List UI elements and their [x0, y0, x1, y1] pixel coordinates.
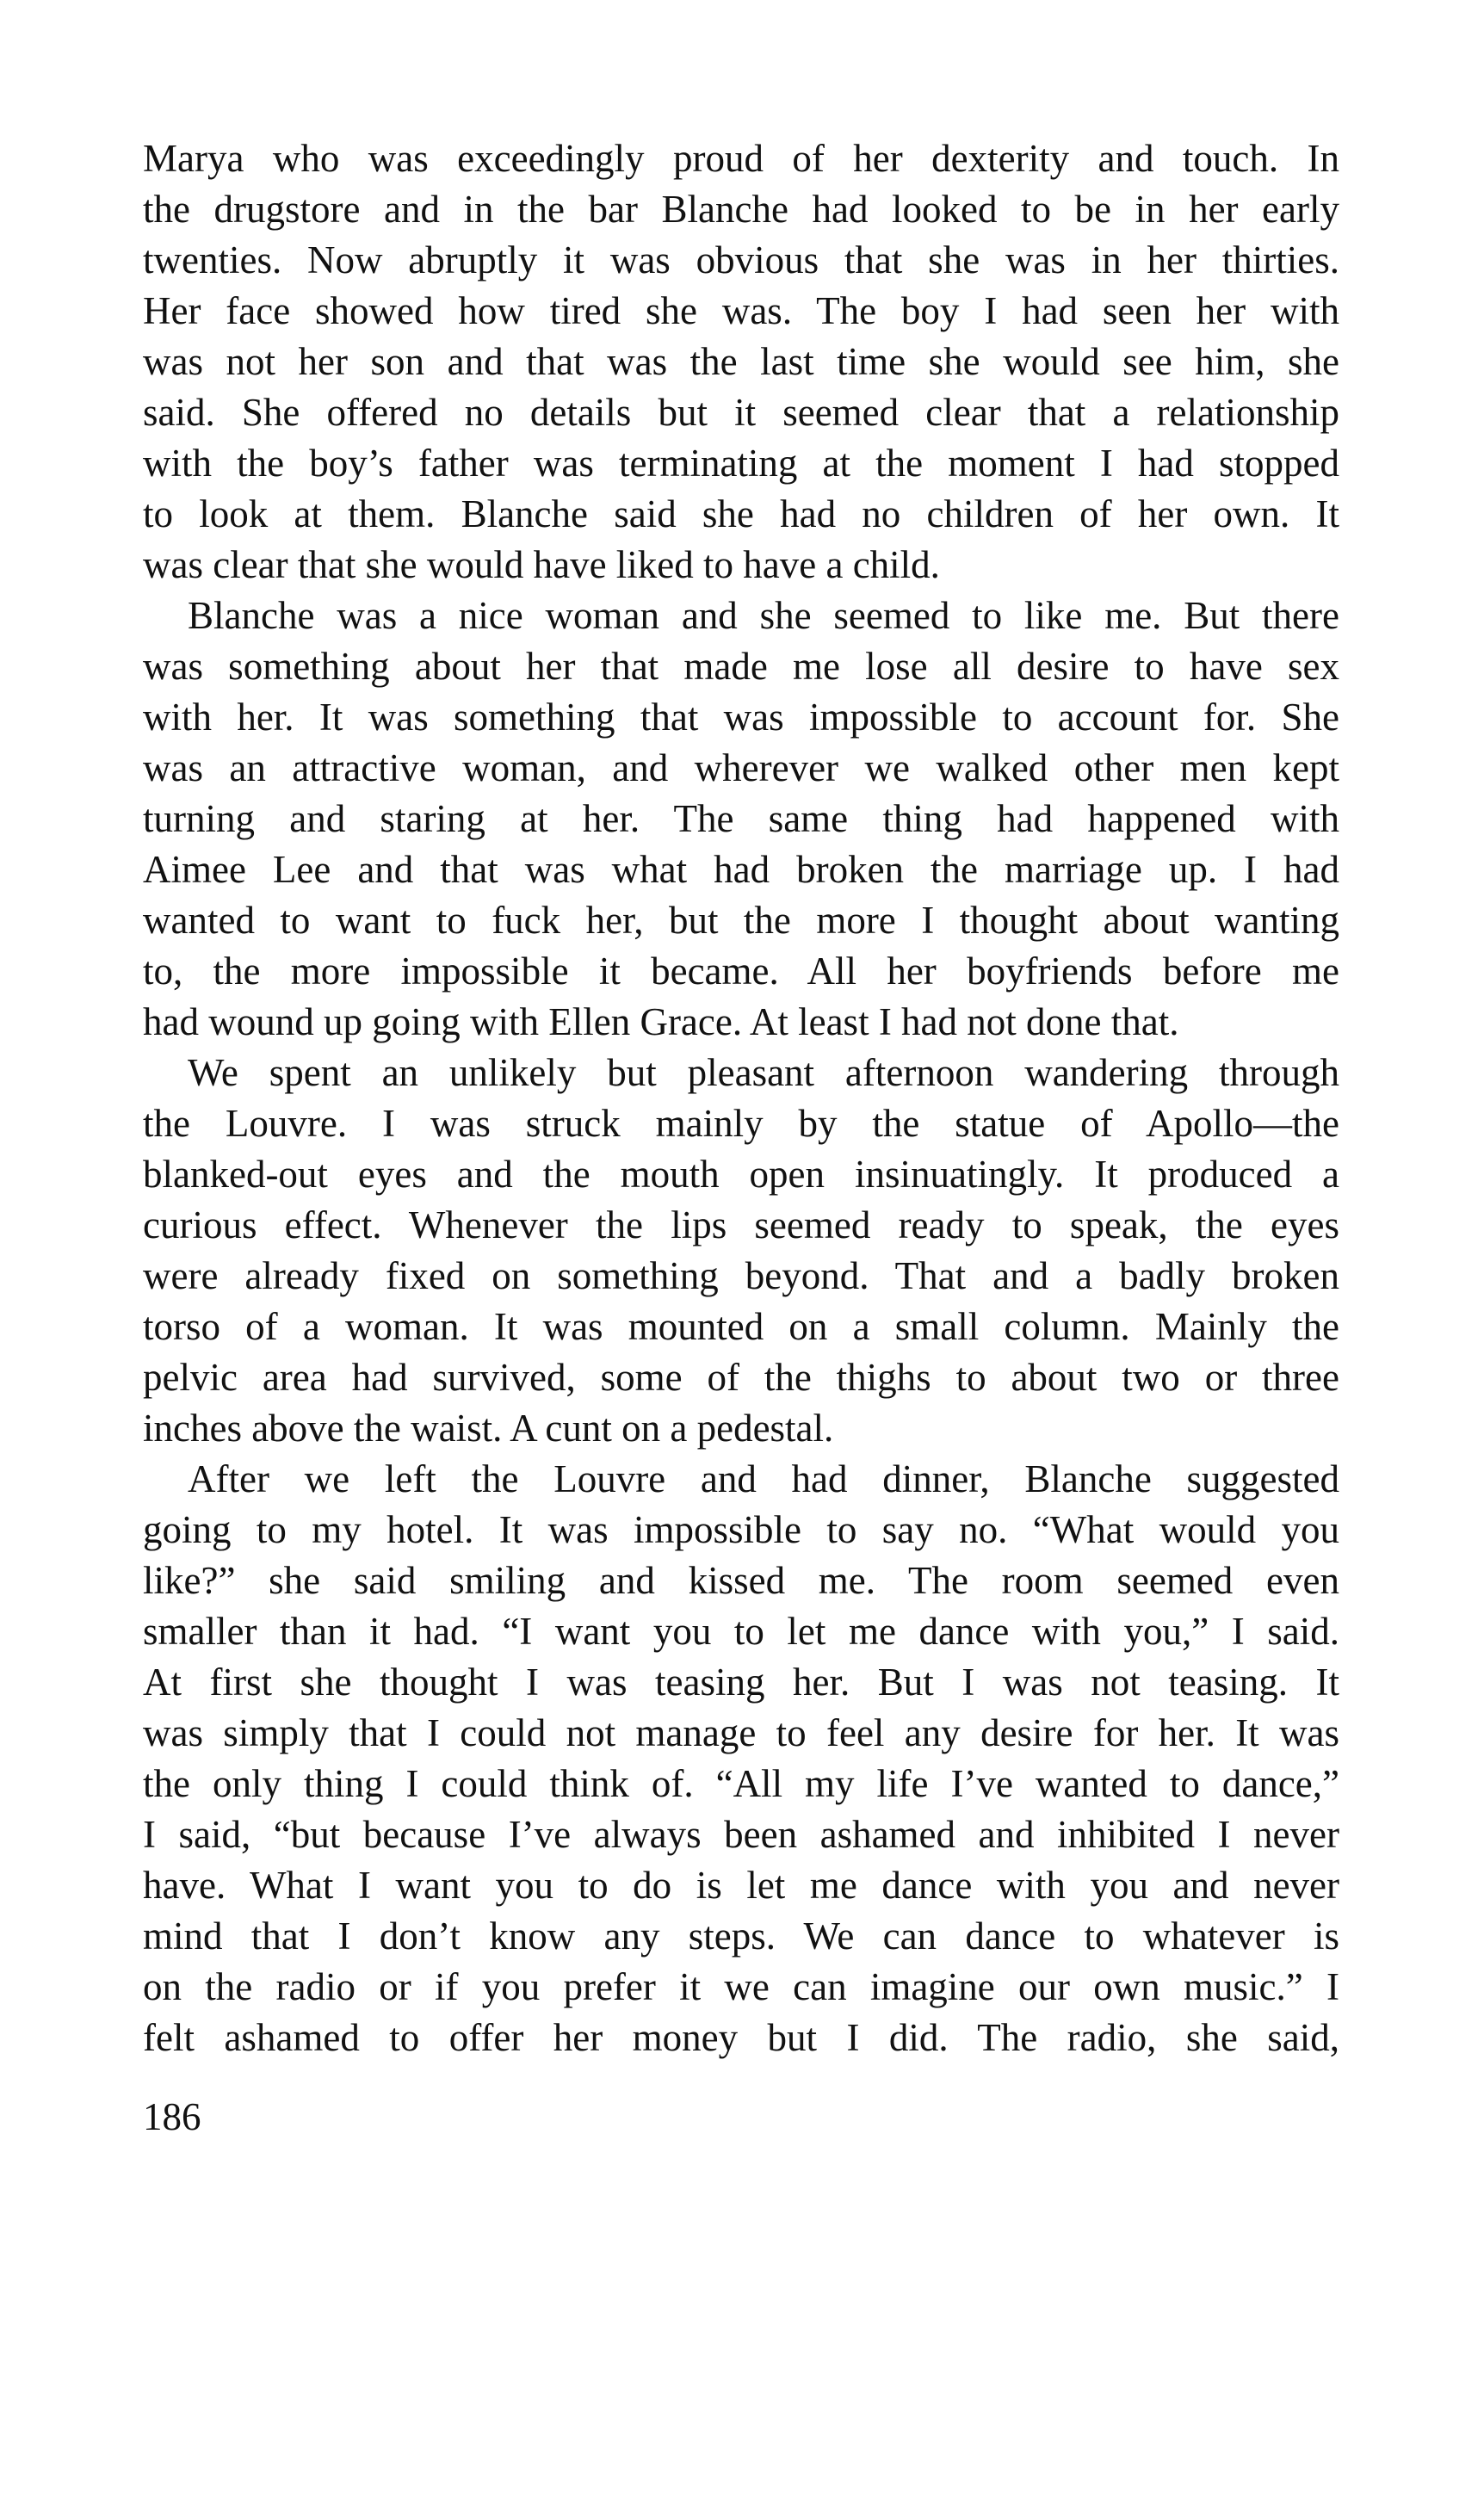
text-line: like?” she said smiling and kissed me. The room seemed even	[143, 1559, 1339, 1602]
text-line: was something about her that made me lose all desire to have sex	[143, 645, 1339, 688]
text-line: the Louvre. I was struck mainly by the statue of Apollo—the	[143, 1102, 1339, 1145]
page-number: 186	[143, 2095, 201, 2138]
text-line: At first she thought I was teasing her. But I was not teasing. It	[143, 1661, 1339, 1704]
text-line: the drugstore and in the bar Blanche had looked to be in her early	[143, 188, 1339, 231]
text-line: pelvic area had survived, some of the thighs to about two or three	[143, 1356, 1339, 1399]
text-line: I said, “but because I’ve always been ashamed and inhibited I never	[143, 1813, 1339, 1856]
text-line: curious effect. Whenever the lips seemed ready to speak, the eyes	[143, 1203, 1339, 1246]
text-line: on the radio or if you prefer it we can imagine our own music.” I	[143, 1965, 1339, 2008]
text-line: have. What I want you to do is let me dance with you and never	[143, 1864, 1339, 1907]
text-line: After we left the Louvre and had dinner, Blanche suggested	[188, 1457, 1339, 1500]
text-line: torso of a woman. It was mounted on a small column. Mainly the	[143, 1305, 1339, 1348]
text-line: twenties. Now abruptly it was obvious that she was in her thirties.	[143, 238, 1339, 281]
text-line: We spent an unlikely but pleasant afternoon wandering through	[188, 1051, 1339, 1094]
text-line: with the boy’s father was terminating at the moment I had stopped	[143, 442, 1339, 485]
text-line: smaller than it had. “I want you to let me dance with you,” I said.	[143, 1610, 1339, 1653]
text-line: was not her son and that was the last time she would see him, she	[143, 340, 1339, 383]
text-line: with her. It was something that was impossible to account for. She	[143, 696, 1339, 739]
text-line: inches above the waist. A cunt on a pedestal.	[143, 1407, 834, 1450]
text-line: felt ashamed to offer her money but I did. The radio, she said,	[143, 2016, 1339, 2059]
body-text	[143, 133, 1339, 2063]
text-line: mind that I don’t know any steps. We can dance to whatever is	[143, 1914, 1339, 1958]
text-line: Her face showed how tired she was. The boy I had seen her with	[143, 289, 1339, 332]
text-line: wanted to want to fuck her, but the more I thought about wanting	[143, 899, 1339, 942]
text-line: was an attractive woman, and wherever we walked other men kept	[143, 746, 1339, 789]
text-line: to look at them. Blanche said she had no children of her own. It	[143, 492, 1339, 535]
text-line: going to my hotel. It was impossible to say no. “What would you	[143, 1508, 1339, 1551]
text-line: the only thing I could think of. “All my life I’ve wanted to dance,”	[143, 1762, 1339, 1805]
text-line: blanked-out eyes and the mouth open insinuatingly. It produced a	[143, 1153, 1339, 1196]
text-line: was clear that she would have liked to have a child.	[143, 543, 940, 586]
text-line: had wound up going with Ellen Grace. At least I had not done that.	[143, 1000, 1179, 1043]
text-line: Blanche was a nice woman and she seemed to like me. But there	[188, 594, 1339, 637]
text-line: was simply that I could not manage to feel any desire for her. It was	[143, 1711, 1339, 1754]
text-line: Aimee Lee and that was what had broken the marriage up. I had	[143, 848, 1339, 891]
text-line: Marya who was exceedingly proud of her dexterity and touch. In	[143, 137, 1339, 180]
text-line: said. She offered no details but it seemed clear that a relationship	[143, 391, 1339, 434]
text-line: to, the more impossible it became. All her boyfriends before me	[143, 949, 1339, 993]
text-line: turning and staring at her. The same thing had happened with	[143, 797, 1339, 840]
text-line: were already fixed on something beyond. That and a badly broken	[143, 1254, 1339, 1297]
